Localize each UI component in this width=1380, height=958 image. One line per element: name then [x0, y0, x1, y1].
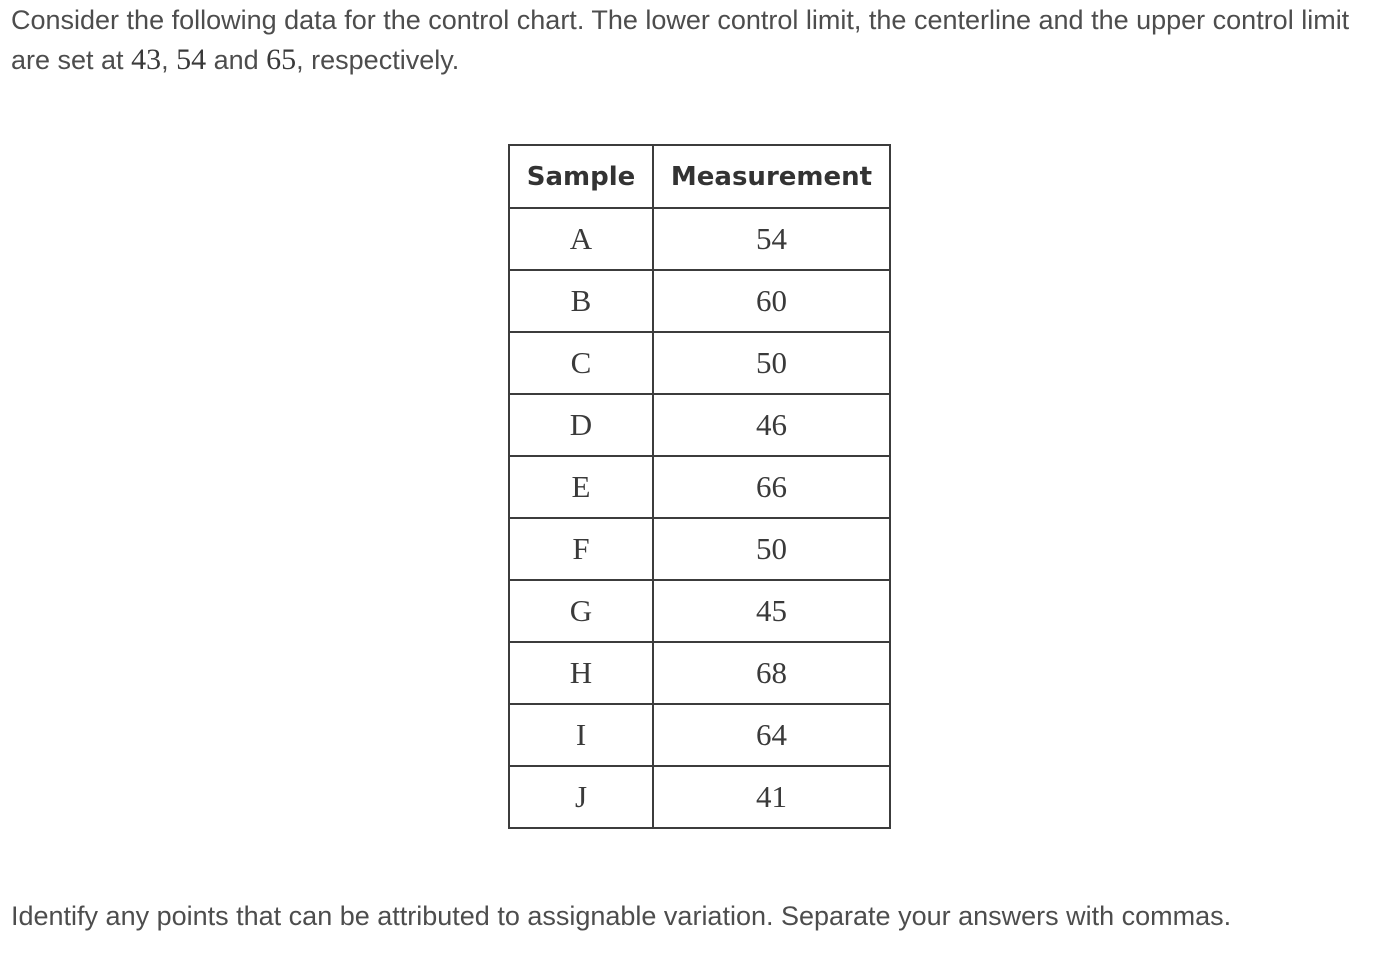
table-row: [509, 332, 890, 394]
table-row: [509, 580, 890, 642]
sample-cell: G: [509, 580, 653, 642]
sample-cell: F: [509, 518, 653, 580]
intro-separator-1: ,: [161, 45, 177, 75]
sample-column-header: Sample: [509, 145, 653, 208]
measurement-column-header: Measurement: [653, 145, 890, 208]
sample-cell: D: [509, 394, 653, 456]
measurement-cell: 50: [653, 332, 890, 394]
question-prompt: Identify any points that can be attributed to assignable variation. Separate your answers with commas.: [11, 901, 1232, 931]
intro-text-1: Consider the following data for the control chart. The lower control limit, the centerline and the upper control limit are set at: [11, 5, 1350, 75]
lower-control-limit-value: 43: [131, 43, 162, 76]
measurement-cell: 46: [653, 394, 890, 456]
measurement-cell: 66: [653, 456, 890, 518]
measurement-cell: 64: [653, 704, 890, 766]
table-header-row: [509, 145, 890, 208]
measurement-cell: 68: [653, 642, 890, 704]
table-row: [509, 704, 890, 766]
table-row: [509, 270, 890, 332]
sample-cell: E: [509, 456, 653, 518]
measurement-cell: 41: [653, 766, 890, 828]
sample-cell: I: [509, 704, 653, 766]
measurement-cell: 45: [653, 580, 890, 642]
sample-cell: C: [509, 332, 653, 394]
table-row: [509, 766, 890, 828]
table-row: [509, 518, 890, 580]
table-row: [509, 208, 890, 270]
table-row: [509, 456, 890, 518]
measurement-table: [508, 144, 891, 829]
upper-control-limit-value: 65: [266, 43, 297, 76]
sample-cell: H: [509, 642, 653, 704]
sample-cell: A: [509, 208, 653, 270]
measurement-cell: 54: [653, 208, 890, 270]
intro-text-2: , respectively.: [296, 45, 460, 75]
sample-cell: J: [509, 766, 653, 828]
table-row: [509, 394, 890, 456]
centerline-value: 54: [176, 43, 207, 76]
table-row: [509, 642, 890, 704]
measurement-cell: 60: [653, 270, 890, 332]
sample-cell: B: [509, 270, 653, 332]
measurement-cell: 50: [653, 518, 890, 580]
problem-statement: [11, 0, 1371, 80]
intro-separator-2: and: [206, 45, 267, 75]
